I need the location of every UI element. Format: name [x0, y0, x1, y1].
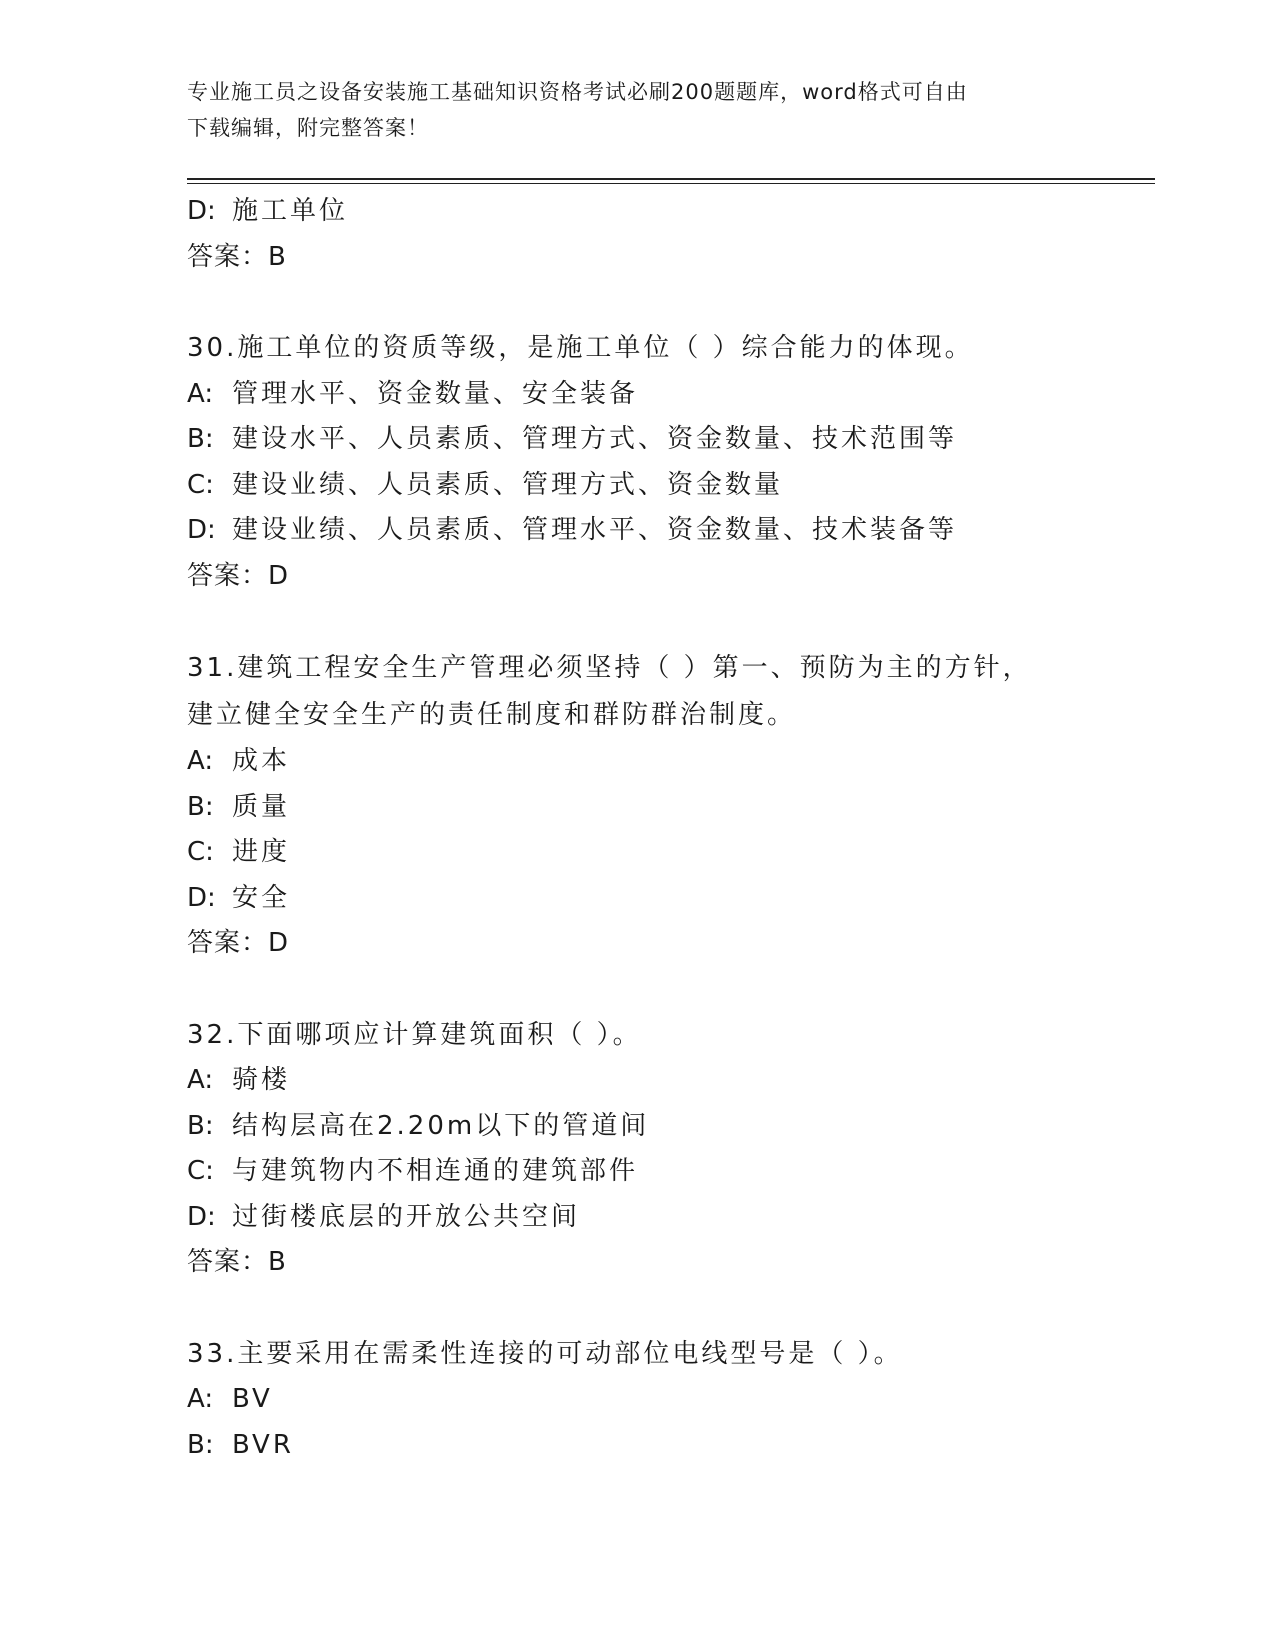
option-text: 建设业绩、人员素质、管理水平、资金数量、技术装备等 — [232, 515, 958, 545]
option-text: 成本 — [232, 746, 291, 776]
option-text: 安全 — [232, 882, 291, 913]
header-title-line-2: 下载编辑，附完整答案！ — [187, 116, 429, 140]
header-title-line-1: 专业施工员之设备安装施工基础知识资格考试必刷200题题库，word格式可自由 — [187, 80, 968, 104]
option-label: D: — [187, 1201, 216, 1232]
answer: 答案：D — [187, 560, 290, 591]
option-label: C: — [187, 469, 214, 500]
answer: 答案：B — [187, 1247, 287, 1277]
answer: 答案：B — [187, 241, 287, 272]
option-label: A: — [187, 378, 214, 409]
option-text: 骑楼 — [232, 1065, 291, 1095]
option-a — [187, 739, 1107, 785]
option-b — [187, 417, 1107, 463]
option-b — [187, 1104, 1107, 1150]
question-29-tail — [187, 189, 1107, 280]
option-text: 质量 — [232, 791, 291, 822]
option-d — [187, 189, 1107, 235]
option-text: 结构层高在2.20m以下的管道间 — [232, 1110, 650, 1141]
option-d — [187, 876, 1107, 922]
question-31 — [187, 645, 1107, 967]
question-stem: 32.下面哪项应计算建筑面积（ ）。 — [187, 1019, 642, 1050]
header-divider-thin — [187, 183, 1155, 184]
option-label: C: — [187, 837, 214, 867]
option-text: BVR — [232, 1429, 294, 1460]
option-label: B: — [187, 791, 214, 822]
option-text: BV — [232, 1384, 273, 1414]
option-b — [187, 785, 1107, 831]
option-text: 建设水平、人员素质、管理方式、资金数量、技术范围等 — [232, 424, 958, 454]
question-stem: 30.施工单位的资质等级，是施工单位（ ）综合能力的体现。 — [187, 333, 974, 363]
option-a — [187, 1377, 1107, 1423]
option-label: A: — [187, 746, 214, 776]
option-label: B: — [187, 1429, 214, 1460]
question-30 — [187, 326, 1107, 599]
option-c — [187, 1149, 1107, 1195]
option-text: 与建筑物内不相连通的建筑部件 — [232, 1156, 639, 1186]
question-32 — [187, 1013, 1107, 1286]
option-text: 施工单位 — [232, 196, 349, 226]
question-list — [187, 189, 1107, 1468]
option-label: D: — [187, 515, 216, 545]
option-label: B: — [187, 424, 214, 454]
option-label: D: — [187, 882, 216, 913]
option-label: C: — [187, 1156, 214, 1186]
option-d — [187, 1195, 1107, 1241]
option-label: B: — [187, 1110, 214, 1141]
option-text: 建设业绩、人员素质、管理方式、资金数量 — [232, 469, 784, 500]
question-33 — [187, 1332, 1107, 1469]
option-label: A: — [187, 1384, 214, 1414]
option-text: 过街楼底层的开放公共空间 — [232, 1201, 581, 1232]
option-b — [187, 1423, 1107, 1469]
option-a — [187, 372, 1107, 418]
option-text: 管理水平、资金数量、安全装备 — [232, 378, 639, 409]
option-c — [187, 830, 1107, 876]
option-a — [187, 1058, 1107, 1104]
question-stem: 33.主要采用在需柔性连接的可动部位电线型号是（ ）。 — [187, 1338, 903, 1369]
header-divider-thick — [187, 178, 1155, 180]
option-label: A: — [187, 1065, 214, 1095]
document-header — [187, 74, 1087, 146]
option-c — [187, 463, 1107, 509]
question-stem: 31.建筑工程安全生产管理必须坚持（ ）第一、预防为主的方针，建立健全安全生产的责任制度和群防群治制度。 — [187, 653, 1032, 730]
option-label: D: — [187, 196, 216, 226]
answer: 答案：D — [187, 928, 290, 958]
option-text: 进度 — [232, 837, 291, 867]
option-d — [187, 508, 1107, 554]
